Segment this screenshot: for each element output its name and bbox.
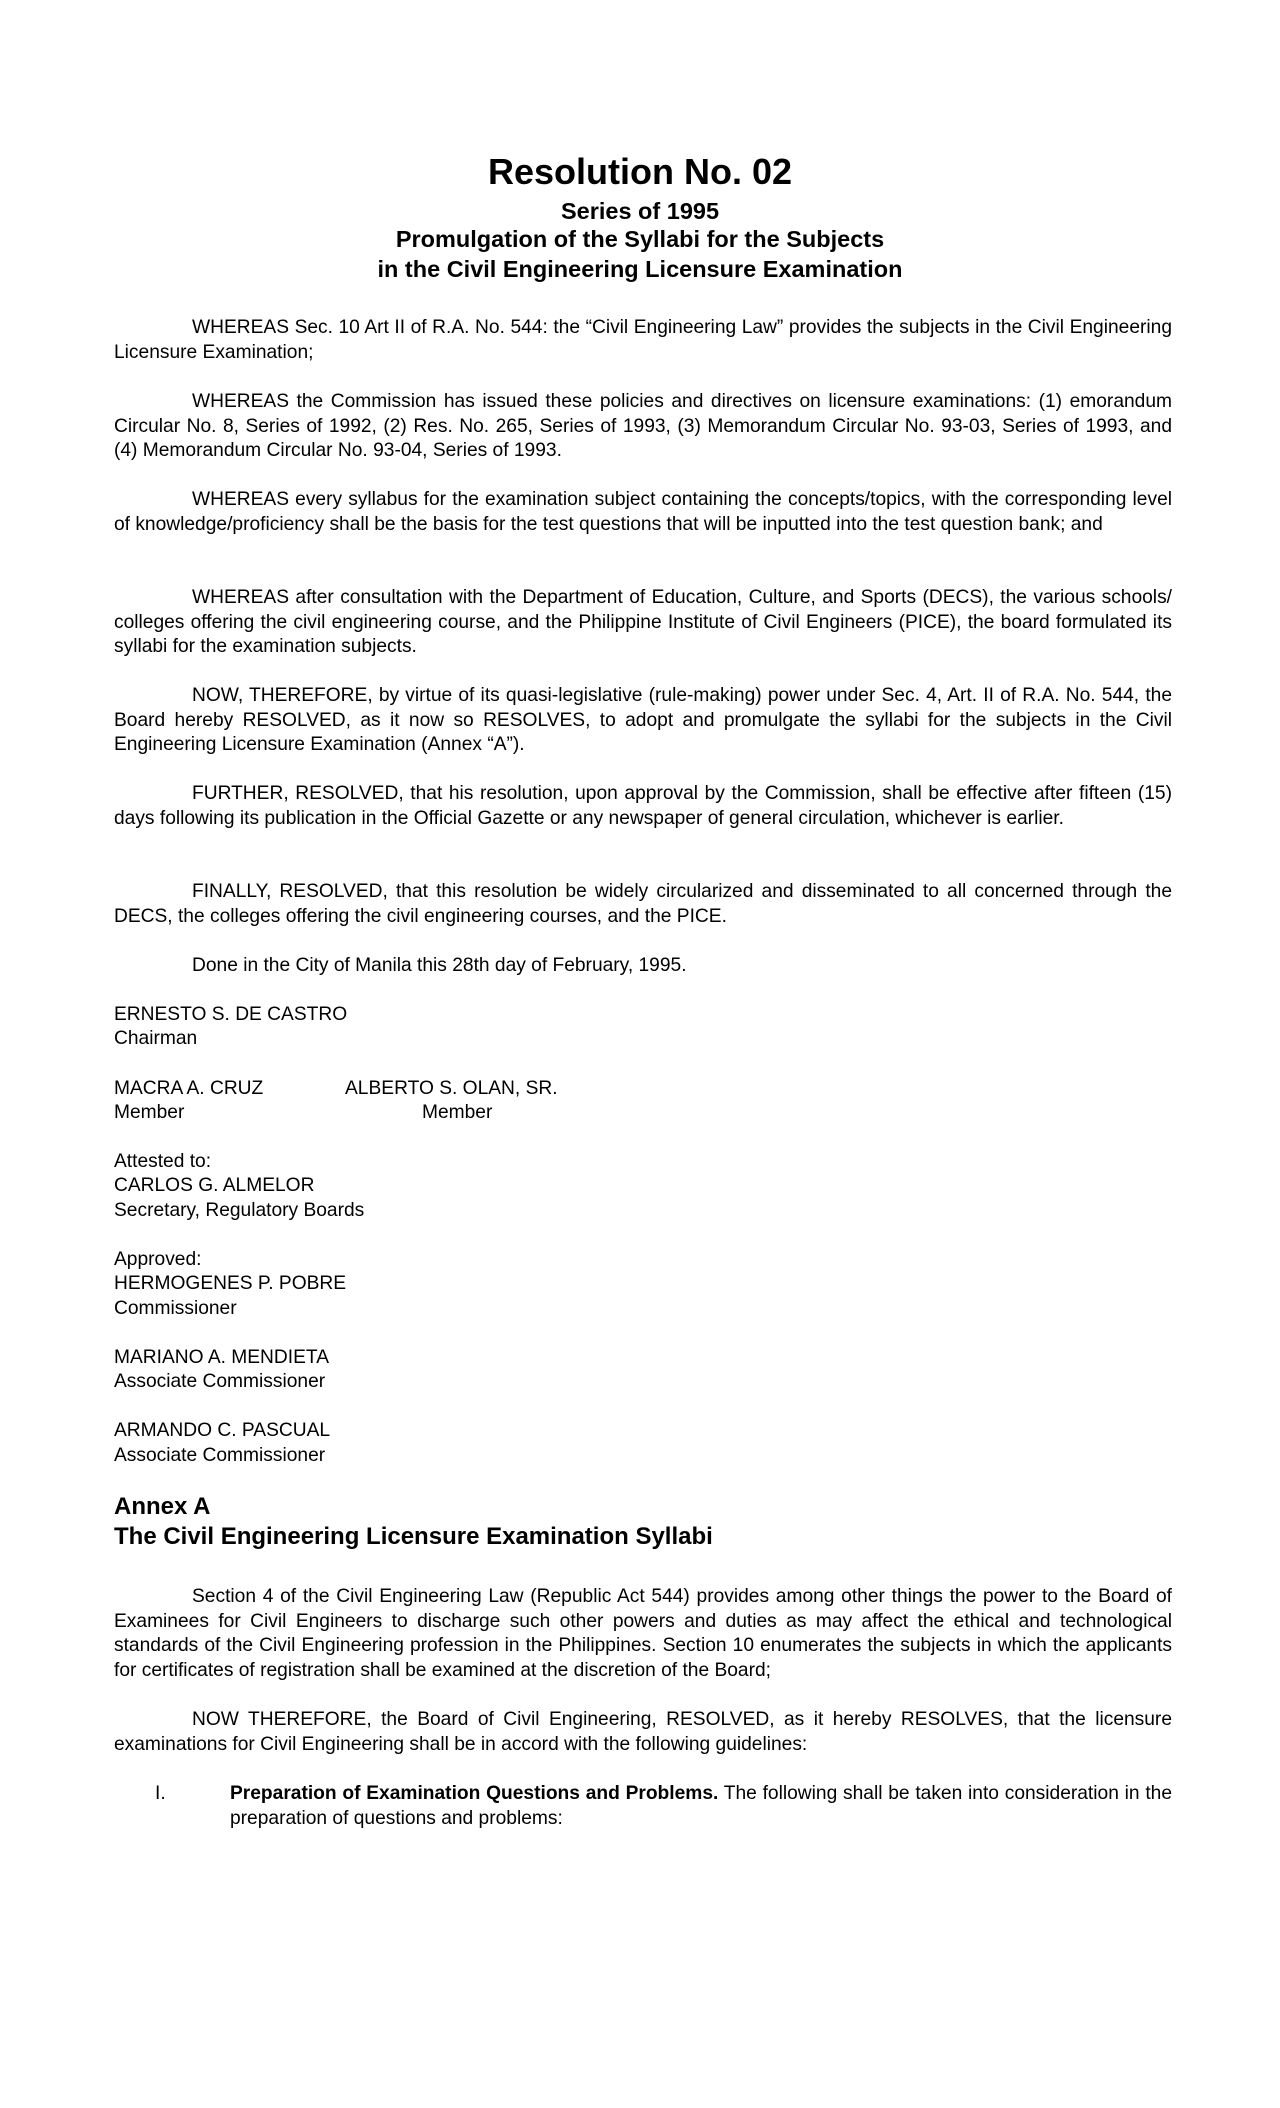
secretary-name: CARLOS G. ALMELOR xyxy=(114,1175,315,1196)
guideline-item-title: Preparation of Examination Questions and Problems. xyxy=(230,1783,719,1804)
annex-subheading: The Civil Engineering Licensure Examination Syllabi xyxy=(114,1523,713,1550)
associate-commissioner-2-title: Associate Commissioner xyxy=(114,1445,326,1466)
annex-paragraph-2: NOW THEREFORE, the Board of Civil Engineering, RESOLVED, as it hereby RESOLVES, that the licensure examinations for Civil Engineering shall be in accord with the following guidelines: xyxy=(114,1709,1172,1755)
subtitle-line-2: in the Civil Engineering Licensure Examination xyxy=(377,256,903,282)
guideline-item-text: The following shall be taken into consideration in the preparation of questions and problems: xyxy=(230,1783,1172,1829)
annex-paragraph-1: Section 4 of the Civil Engineering Law (Republic Act 544) provides among other things the power to the Board of Examinees for Civil Engineers to discharge such other powers and duties as may affect the ethical and technological standards of the Civil Engineering profession in the Philippines. Section 10 enumerates the subjects in which the applicants for certificates of registration shall be examined at the discretion of the Board; xyxy=(114,1586,1172,1681)
secretary-title: Secretary, Regulatory Boards xyxy=(114,1200,365,1221)
whereas-paragraph-2: WHEREAS the Commission has issued these policies and directives on licensure examinations: (1) emorandum Circular No. 8, Series of 1992, (2) Res. No. 265, Series of 1993, (3) Memorandum Circular No. 93-03, Series of 1993, and (4) Memorandum Circular No. 93-04, Series of 1993. xyxy=(114,391,1172,461)
document-title: Resolution No. 02 xyxy=(487,151,793,192)
resolved-paragraph: NOW, THEREFORE, by virtue of its quasi-legislative (rule-making) power under Sec. 4, Art. II of R.A. No. 544, the Board hereby RESOLVED, as it now so RESOLVES, to adopt and promulgate the syllabi for the subjects in the Civil Engineering Licensure Examination (Annex “A”). xyxy=(114,685,1172,755)
approved-label: Approved: xyxy=(114,1249,202,1270)
done-paragraph: Done in the City of Manila this 28th day of February, 1995. xyxy=(192,955,687,976)
commissioner-title: Commissioner xyxy=(114,1298,237,1319)
whereas-paragraph-4: WHEREAS after consultation with the Department of Education, Culture, and Sports (DECS), the various schools/ colleges offering the civil engineering course, and the Philippine Institute of Civil Engineers (PICE), the board formulated its syllabi for the examination subjects. xyxy=(114,587,1172,657)
member-2-title: Member xyxy=(422,1102,493,1123)
annex-heading: Annex A xyxy=(114,1493,211,1520)
finally-resolved-paragraph: FINALLY, RESOLVED, that this resolution be widely circularized and disseminated to all concerned through the DECS, the colleges offering the civil engineering courses, and the PICE. xyxy=(114,881,1172,927)
series-line: Series of 1995 xyxy=(560,198,720,224)
associate-commissioner-2-name: ARMANDO C. PASCUAL xyxy=(114,1420,331,1441)
associate-commissioner-1-title: Associate Commissioner xyxy=(114,1371,326,1392)
chairman-name: ERNESTO S. DE CASTRO xyxy=(114,1004,348,1025)
member-1-name: MACRA A. CRUZ xyxy=(114,1078,264,1099)
commissioner-name: HERMOGENES P. POBRE xyxy=(114,1273,347,1294)
associate-commissioner-1-name: MARIANO A. MENDIETA xyxy=(114,1347,329,1368)
whereas-paragraph-1: WHEREAS Sec. 10 Art II of R.A. No. 544: the “Civil Engineering Law” provides the subjects in the Civil Engineering Licensure Examination; xyxy=(114,317,1172,363)
whereas-paragraph-3: WHEREAS every syllabus for the examination subject containing the concepts/topics, with the corresponding level of knowledge/proficiency shall be the basis for the test questions that will be inputted into the test question bank; and xyxy=(114,489,1172,535)
attested-label: Attested to: xyxy=(114,1151,212,1172)
member-2-name: ALBERTO S. OLAN, SR. xyxy=(345,1078,558,1099)
further-resolved-paragraph: FURTHER, RESOLVED, that his resolution, upon approval by the Commission, shall be effective after fifteen (15) days following its publication in the Official Gazette or any newspaper of general circulation, whichever is earlier. xyxy=(114,783,1172,829)
subtitle-line-1: Promulgation of the Syllabi for the Subjects xyxy=(395,226,885,252)
chairman-title: Chairman xyxy=(114,1028,198,1049)
guideline-item-number: I. xyxy=(155,1783,166,1804)
guideline-item-1 xyxy=(230,1782,1172,1831)
member-1-title: Member xyxy=(114,1102,185,1123)
